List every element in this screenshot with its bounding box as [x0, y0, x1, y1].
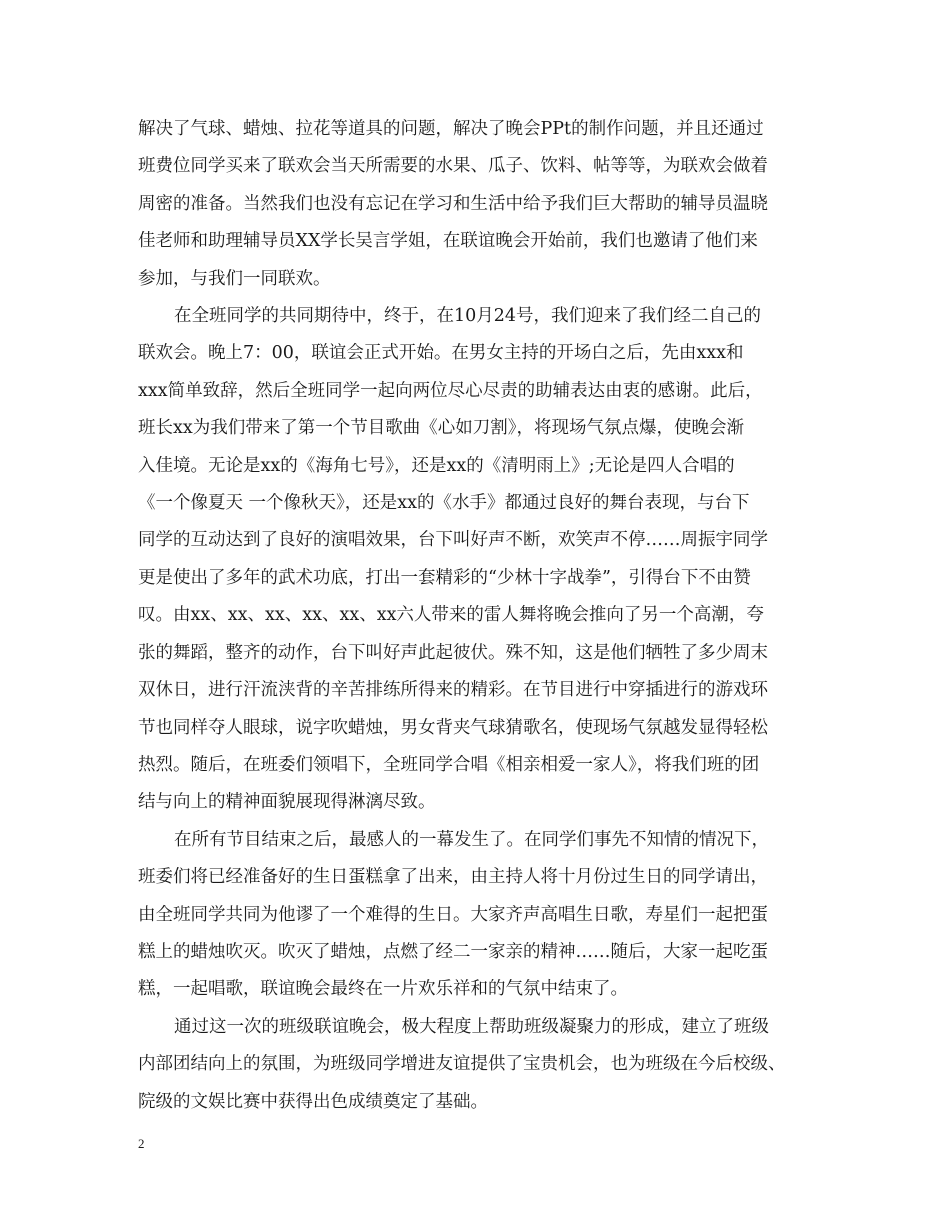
paragraph-conclusion	[138, 1009, 820, 1121]
text-line: 周密的准备。当然我们也没有忘记在学习和生活中给予我们巨大帮助的辅导员温晓	[138, 193, 768, 214]
text-line: 班费位同学买来了联欢会当天所需要的水果、瓜子、饮料、帖等等，为联欢会做着	[138, 156, 768, 177]
page-number: 2	[138, 1136, 145, 1151]
text-line: 通过这一次的班级联谊晚会，极大程度上帮助班级凝聚力的形成，建立了班级	[174, 1016, 769, 1037]
text-line: 入佳境。无论是xx的《海角七号》，还是xx的《清明雨上》;无论是四人合唱的	[138, 455, 735, 476]
text-line: 院级的文娱比赛中获得出色成绩奠定了基础。	[138, 1091, 488, 1112]
text-line: 解决了气球、蜡烛、拉花等道具的问题，解决了晚会PPt的制作问题，并且还通过	[138, 119, 764, 139]
text-line: 张的舞蹈，整齐的动作，台下叫好声此起彼伏。殊不知，这是他们牺牲了多少周末	[138, 642, 768, 663]
text-line: 在所有节目结束之后，最感人的一幕发生了。在同学们事先不知情的情况下，	[174, 829, 769, 850]
text-line: 结与向上的精神面貌展现得淋漓尽致。	[138, 792, 436, 813]
paragraph-preparation	[138, 111, 820, 298]
text-line: xxx简单致辞，然后全班同学一起向两位尽心尽责的助辅表达由衷的感谢。此后，	[138, 380, 763, 401]
text-line: 在全班同学的共同期待中，终于，在10月24号，我们迎来了我们经二自己的	[174, 306, 762, 327]
text-line: 佳老师和助理辅导员XX学长吴言学姐，在联谊晚会开始前，我们也邀请了他们来	[138, 231, 758, 252]
text-line: 联欢会。晚上7：00，联谊会正式开始。在男女主持的开场白之后，先由xxx和	[138, 343, 744, 364]
text-line: 《一个像夏天 一个像秋天》，还是xx的《水手》都通过良好的舞台表现，与台下	[138, 493, 750, 514]
text-line: 更是使出了多年的武术功底，打出一套精彩的“少林十字战拳”，引得台下不由赞	[138, 567, 751, 588]
text-line: 班委们将已经准备好的生日蛋糕拿了出来，由主持人将十月份过生日的同学请出，	[138, 867, 768, 888]
text-line: 班长xx为我们带来了第一个节目歌曲《心如刀割》，将现场气氛点爆，使晚会渐	[138, 418, 744, 439]
text-line: 节也同样夺人眼球，说字吹蜡烛，男女背夹气球猜歌名，使现场气氛越发显得轻松	[138, 717, 768, 738]
text-line: 糕上的蜡烛吹灭。吹灭了蜡烛，点燃了经二一家亲的精神……随后，大家一起吃蛋	[138, 941, 768, 962]
document-body	[138, 111, 820, 1121]
text-line: 热烈。随后，在班委们领唱下，全班同学合唱《相亲相爱一家人》，将我们班的团	[138, 754, 760, 775]
text-line: 糕，一起唱歌，联谊晚会最终在一片欢乐祥和的气氛中结束了。	[138, 979, 628, 1000]
text-line: 内部团结向上的氛围，为班级同学增进友谊提供了宝贵机会，也为班级在今后校级、	[138, 1054, 786, 1075]
paragraph-birthday	[138, 822, 820, 1009]
paragraph-party-program	[138, 298, 820, 822]
text-line: 同学的互动达到了良好的演唱效果，台下叫好声不断，欢笑声不停……周振宇同学	[138, 530, 768, 551]
text-line: 叹。由xx、xx、xx、xx、xx、xx六人带来的雷人舞将晚会推向了另一个高潮，夸	[138, 605, 764, 626]
text-line: 双休日，进行汗流浃背的辛苦排练所得来的精彩。在节目进行中穿插进行的游戏环	[138, 680, 768, 701]
text-line: 参加，与我们一同联欢。	[138, 268, 331, 289]
text-line: 由全班同学共同为他谬了一个难得的生日。大家齐声高唱生日歌，寿星们一起把蛋	[138, 904, 768, 925]
